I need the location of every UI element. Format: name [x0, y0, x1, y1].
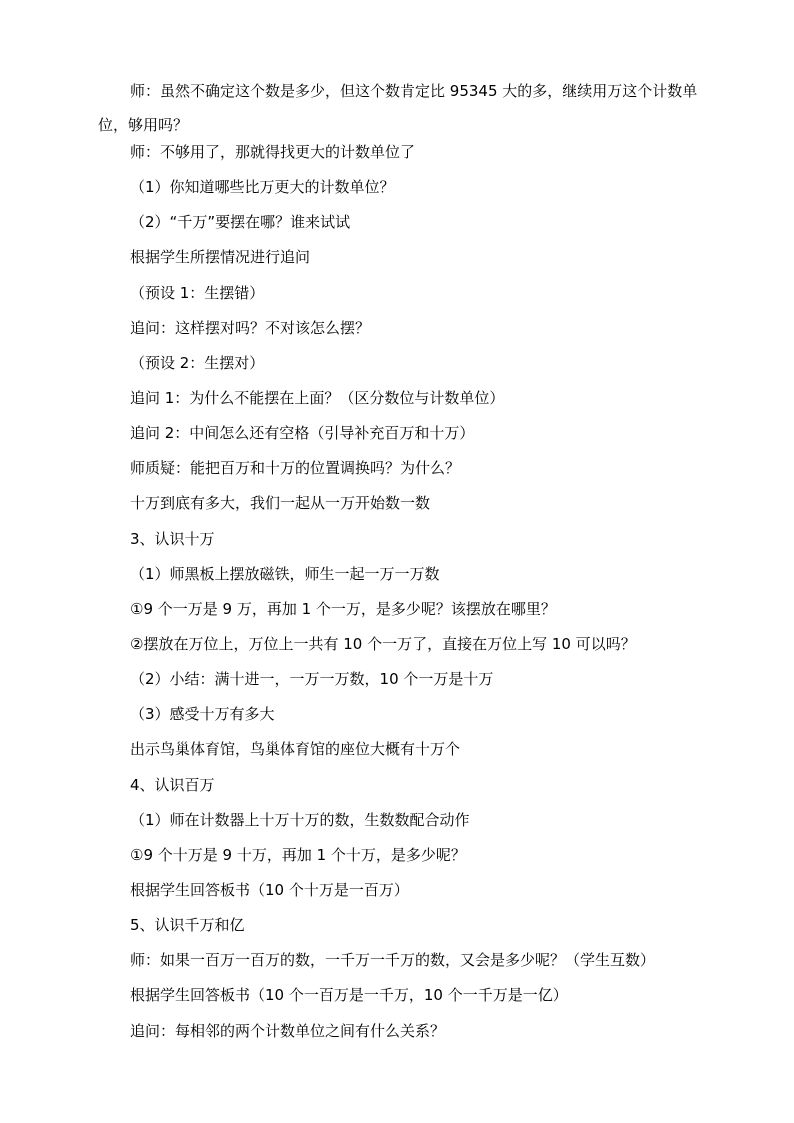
paragraph: 追问：每相邻的两个计数单位之间有什么关系？: [130, 1022, 446, 1040]
paragraph: （预设 1：生摆错）: [130, 284, 265, 302]
paragraph: ②摆放在万位上，万位上一共有 10 个一万了，直接在万位上写 10 可以吗？: [130, 635, 636, 653]
paragraph: 十万到底有多大，我们一起从一万开始数一数: [130, 494, 431, 512]
section-heading: 4、认识百万: [130, 776, 215, 794]
paragraph: ①9 个一万是 9 万，再加 1 个一万，是多少呢？该摆放在哪里？: [130, 600, 556, 618]
paragraph: （2）“千万”要摆在哪？谁来试试: [130, 213, 351, 231]
section-heading: 3、认识十万: [130, 530, 215, 548]
paragraph: 追问 1：为什么不能摆在上面？（区分数位与计数单位）: [130, 389, 505, 407]
section-heading: 5、认识千万和亿: [130, 916, 245, 934]
paragraph: （1）师黑板上摆放磁铁，师生一起一万一万数: [130, 565, 440, 583]
paragraph: 师质疑：能把百万和十万的位置调换吗？为什么？: [130, 459, 461, 477]
paragraph: 出示鸟巢体育馆，鸟巢体育馆的座位大概有十万个: [130, 740, 461, 758]
paragraph: （预设 2：生摆对）: [130, 354, 265, 372]
paragraph: 追问 2：中间怎么还有空格（引导补充百万和十万）: [130, 424, 475, 442]
paragraph: ①9 个十万是 9 十万，再加 1 个十万，是多少呢？: [130, 846, 466, 864]
paragraph: 追问：这样摆对吗？不对该怎么摆？: [130, 319, 371, 337]
paragraph: 根据学生所摆情况进行追问: [130, 248, 311, 266]
paragraph: 根据学生回答板书（10 个十万是一百万）: [130, 881, 409, 899]
paragraph: （1）你知道哪些比万更大的计数单位？: [130, 178, 395, 196]
paragraph: 师：如果一百万一百万的数，一千万一千万的数，又会是多少呢？（学生互数）: [130, 951, 656, 969]
paragraph: （2）小结：满十进一，一万一万数，10 个一万是十万: [130, 670, 494, 688]
paragraph: （3）感受十万有多大: [130, 705, 275, 723]
paragraph: 根据学生回答板书（10 个一百万是一千万，10 个一千万是一亿）: [130, 986, 568, 1004]
paragraph: 师：虽然不确定这个数是多少，但这个数肯定比 95345 大的多，继续用万这个计数单位，够用吗？: [98, 82, 698, 134]
paragraph: 师：不够用了，那就得找更大的计数单位了: [130, 143, 416, 161]
paragraph: （1）师在计数器上十万十万的数，生数数配合动作: [130, 811, 470, 829]
